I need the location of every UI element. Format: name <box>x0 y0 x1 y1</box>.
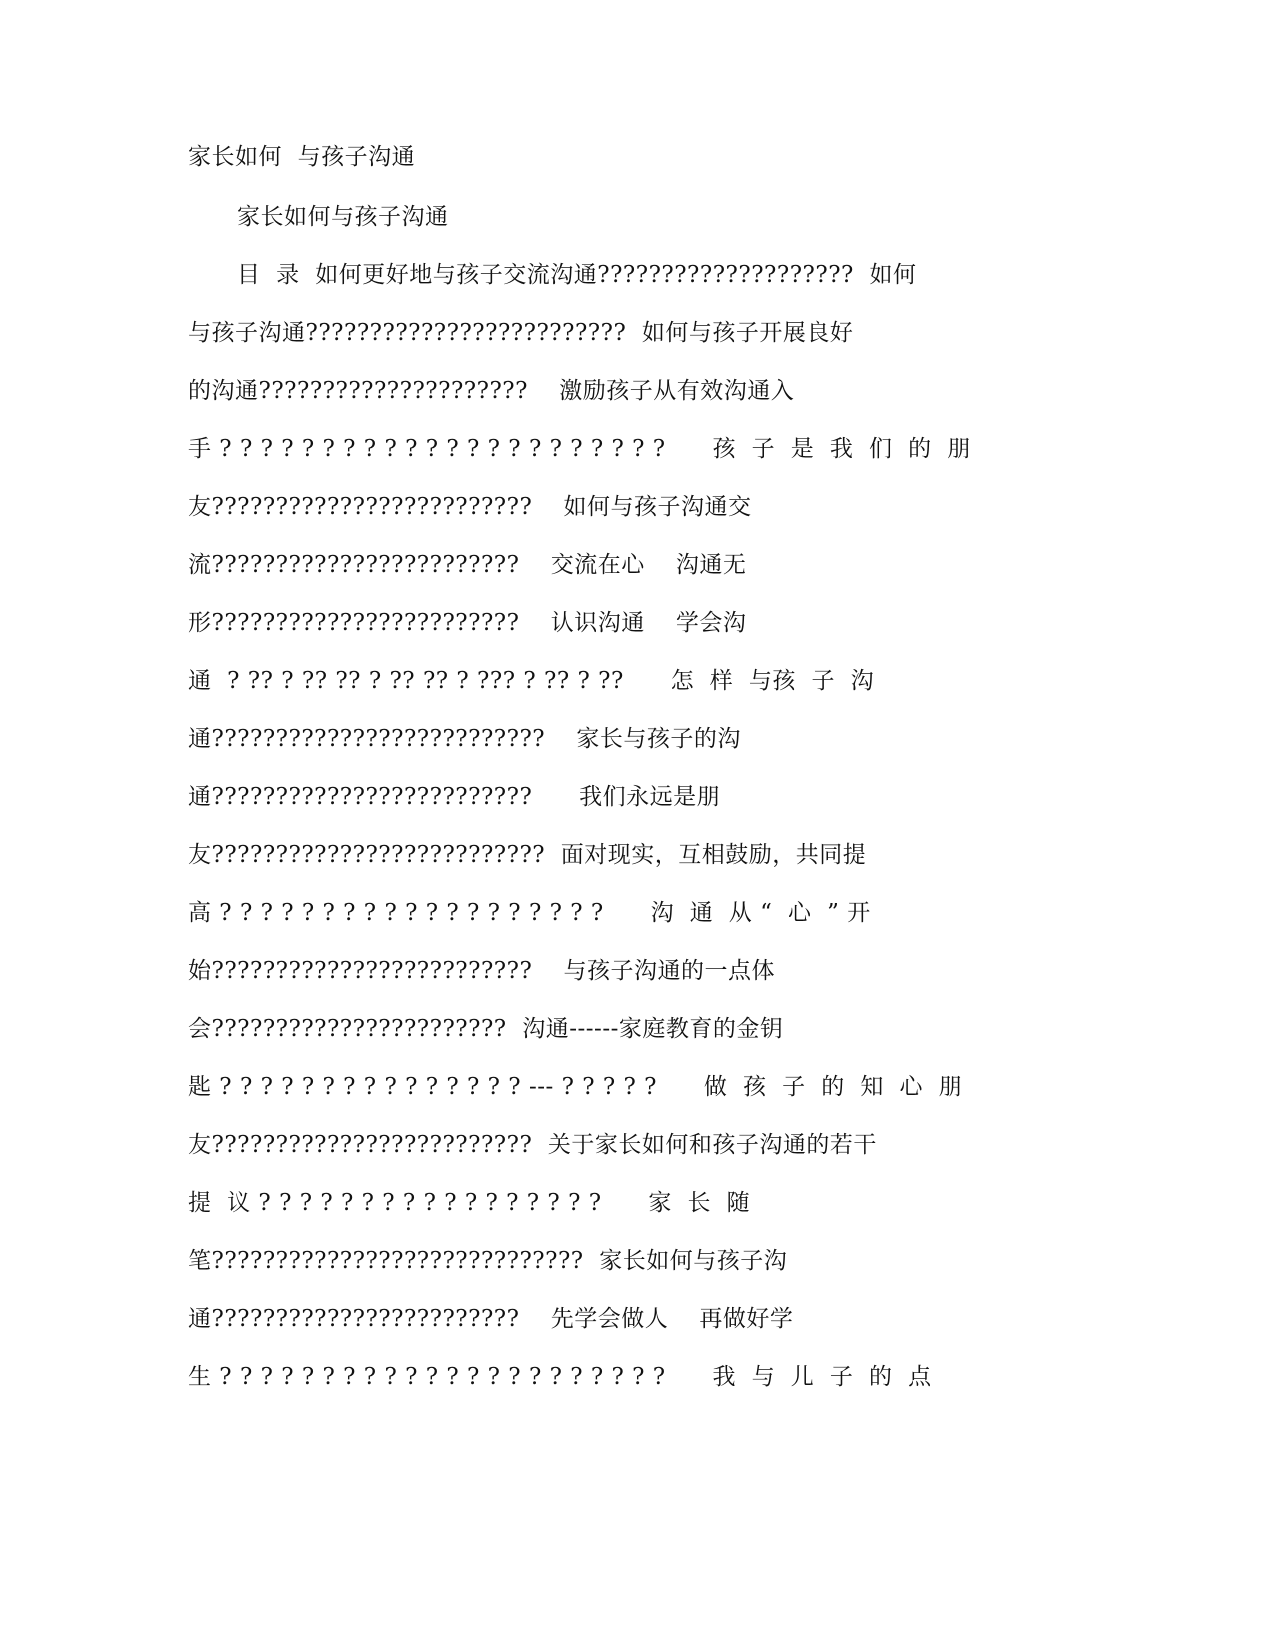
toc-line: 友????????????????????????? 如何与孩子沟通交 <box>188 494 752 520</box>
toc-line: 形???????????????????????? 认识沟通 学会沟 <box>188 610 747 636</box>
toc-line: 友?????????????????????????? 面对现实，互相鼓励，共同提 <box>188 842 867 868</box>
toc-line: 高 ? ? ? ? ? ? ? ? ? ? ? ? ? ? ? ? ? ? ? 沟 通 从 “ 心 ” 开 <box>188 900 871 926</box>
toc-line: 通????????????????????????? 我们永远是朋 <box>188 784 721 810</box>
toc-line: 的沟通????????????????????? 激励孩子从有效沟通入 <box>188 378 795 404</box>
toc-line: 通 ? ?? ? ?? ?? ? ?? ?? ? ??? ? ?? ? ?? 怎 样 与孩 子 沟 <box>188 668 875 694</box>
toc-line: 目 录 如何更好地与孩子交流沟通???????????????????? 如何 <box>237 262 917 288</box>
toc-line: 匙 ? ? ? ? ? ? ? ? ? ? ? ? ? ? ? --- ? ? ? ? ? 做 孩 子 的 知 心 朋 <box>188 1074 963 1100</box>
toc-line: 友????????????????????????? 关于家长如何和孩子沟通的若干 <box>188 1132 877 1158</box>
toc-line: 笔????????????????????????????? 家长如何与孩子沟 <box>188 1248 788 1274</box>
toc-line: 提 议 ? ? ? ? ? ? ? ? ? ? ? ? ? ? ? ? ? 家 长 随 <box>188 1190 751 1216</box>
document-subheading: 家长如何与孩子沟通 <box>237 204 449 230</box>
toc-line: 会??????????????????????? 沟通------家庭教育的金钥 <box>188 1016 784 1042</box>
toc-line: 手 ? ? ? ? ? ? ? ? ? ? ? ? ? ? ? ? ? ? ? ? ? ? 孩 子 是 我 们 的 朋 <box>188 436 971 462</box>
toc-line: 通?????????????????????????? 家长与孩子的沟 <box>188 726 741 752</box>
toc-line: 生 ? ? ? ? ? ? ? ? ? ? ? ? ? ? ? ? ? ? ? ? ? ? 我 与 儿 子 的 点 <box>188 1364 932 1390</box>
toc-line: 流???????????????????????? 交流在心 沟通无 <box>188 552 747 578</box>
toc-line: 与孩子沟通????????????????????????? 如何与孩子开展良好 <box>188 320 854 346</box>
document-heading: 家长如何 与孩子沟通 <box>188 144 416 170</box>
toc-line: 通???????????????????????? 先学会做人 再做好学 <box>188 1306 794 1332</box>
toc-line: 始????????????????????????? 与孩子沟通的一点体 <box>188 958 776 984</box>
